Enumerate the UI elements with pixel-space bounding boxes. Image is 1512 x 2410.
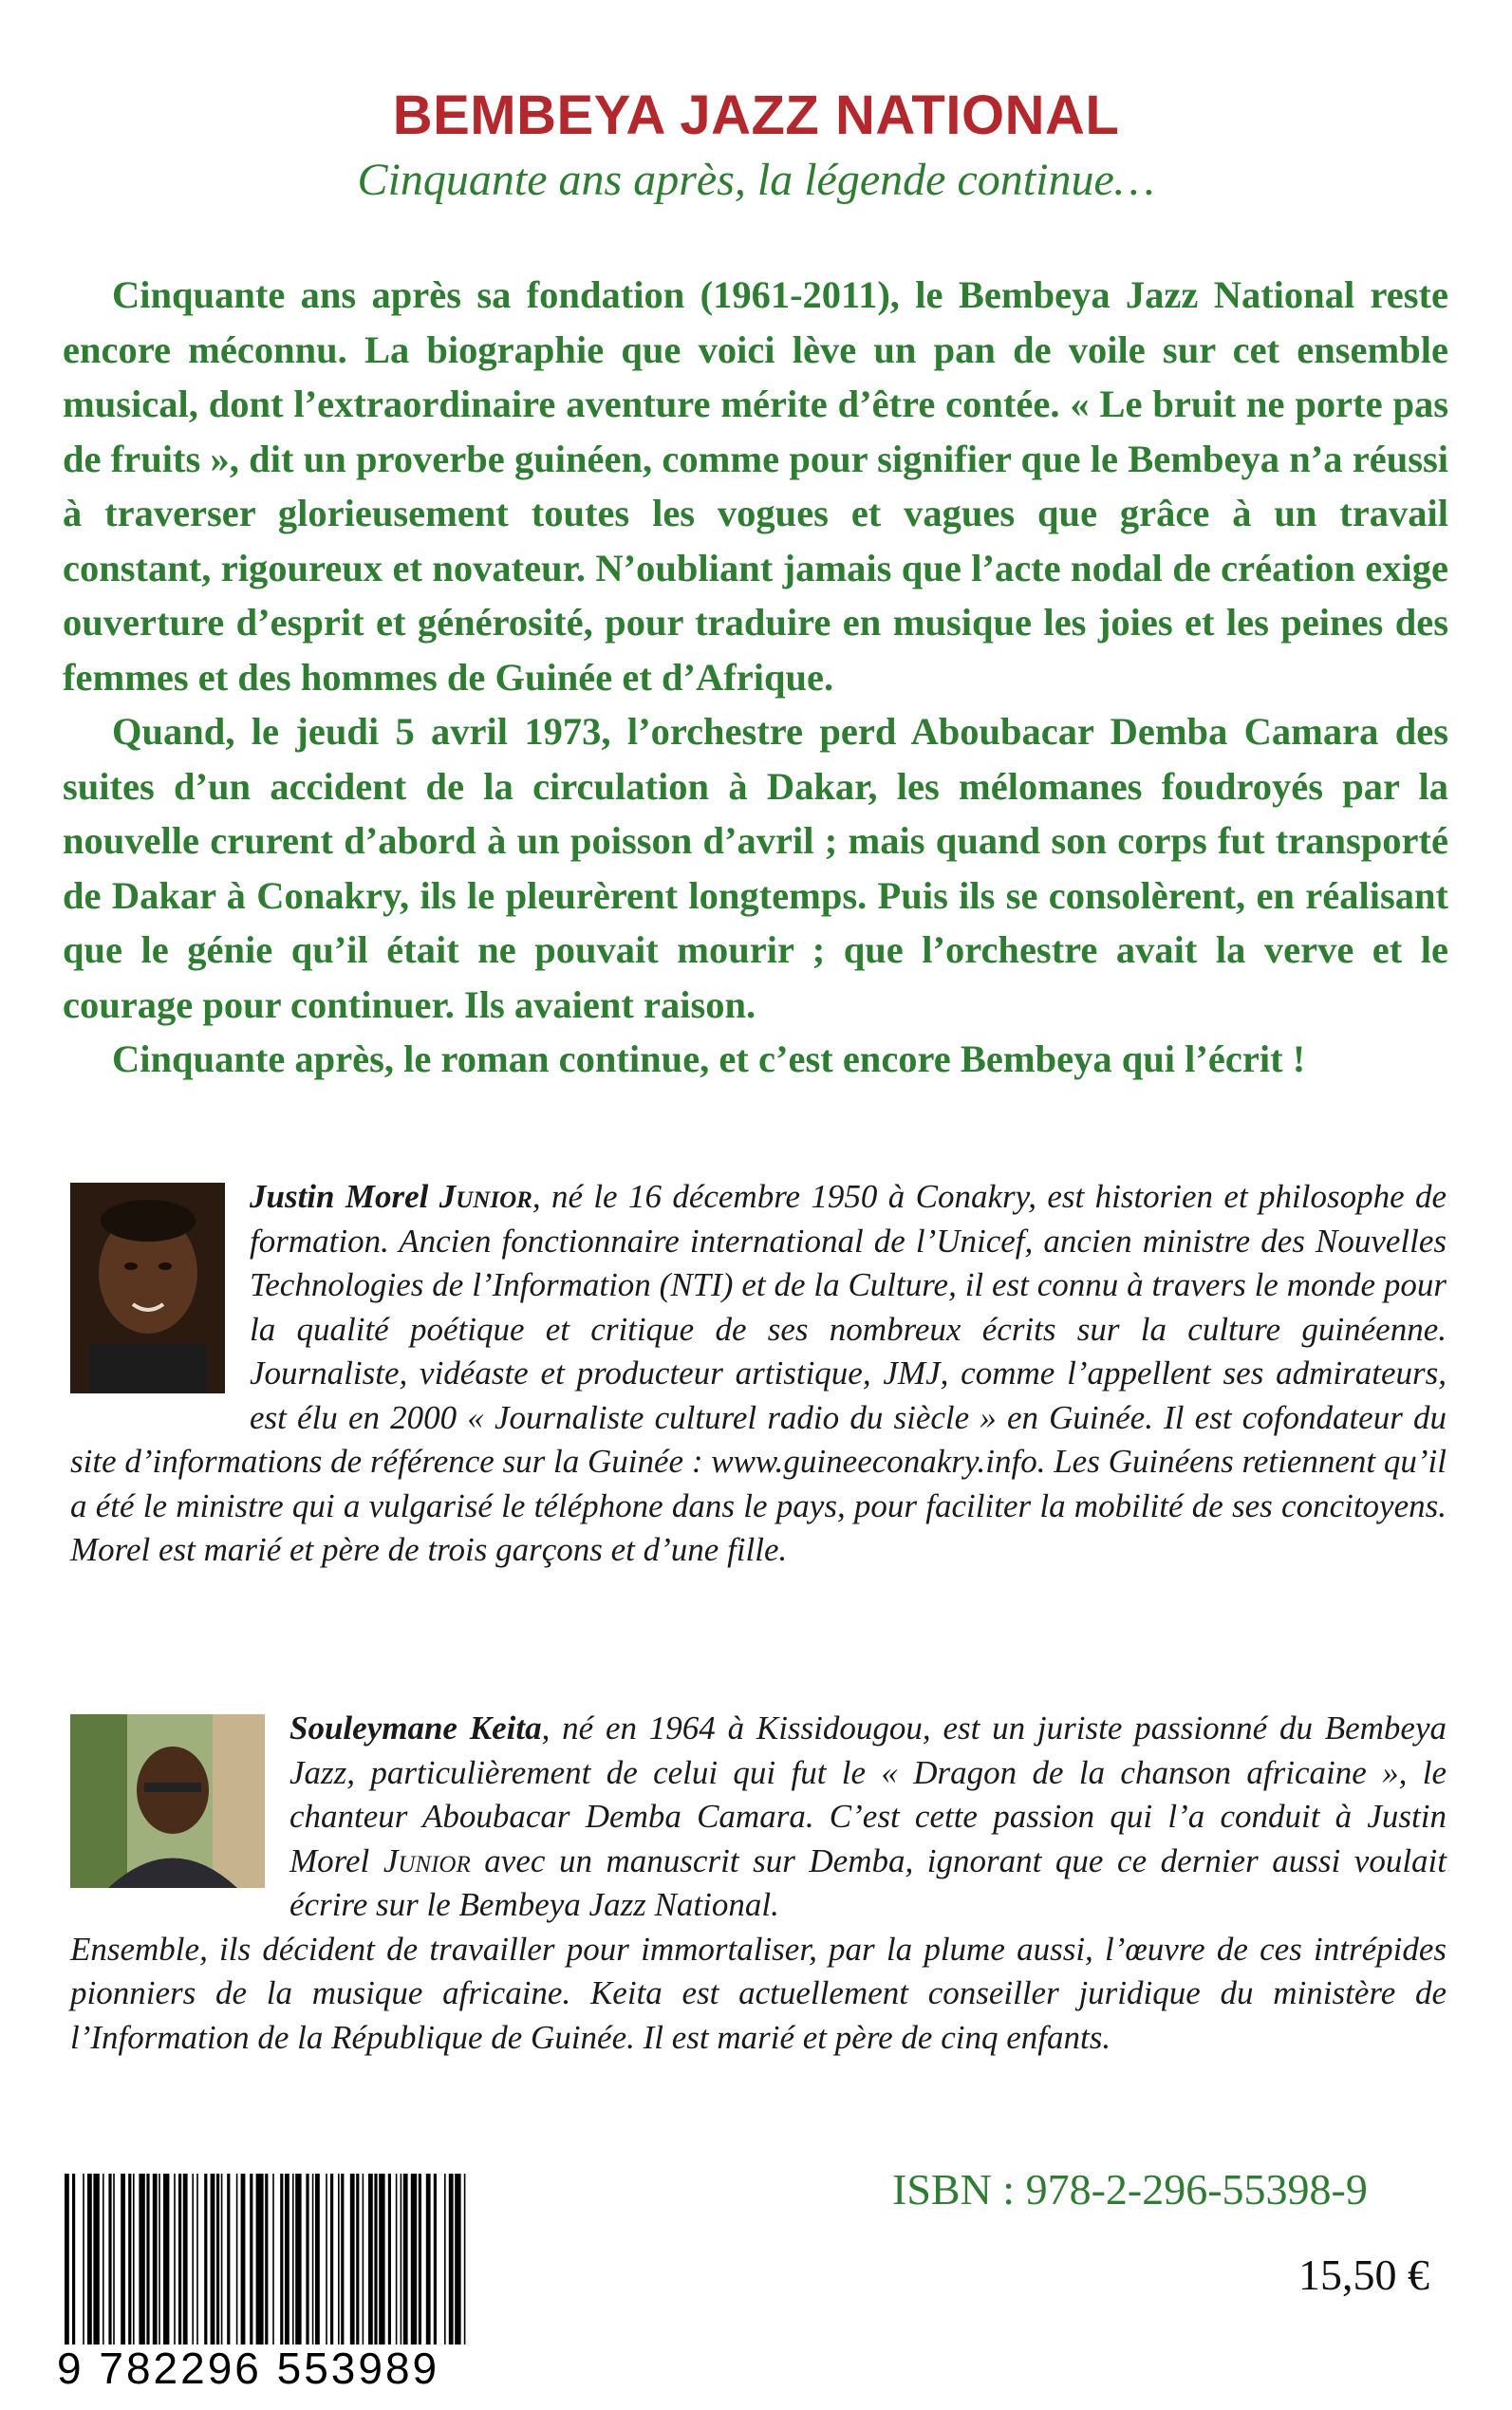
portrait-icon [70,1714,265,1888]
summary-paragraph: Quand, le jeudi 5 avril 1973, l’orchestre perd Aboubacar Demba Camara des suites d’un accident de la circulation à Dakar, les mélomanes foudroyés par la nouvelle crurent d’abord à un poisson d’avril ; mais quand son corps fut transporté de Dakar à Conakry, ils le pleurèrent longtemps. Puis ils se consolèrent, en réalisant que le génie qu’il était ne pouvait mourir ; que l’orchestre avait la verve et le courage pour continuer. Ils avaient raison. [63,710,1448,1026]
author-bio-body: , né le 16 décembre 1950 à Conakry, est historien et philosophe de formation. Ancien fonctionnaire international de l’Unicef, ancien ministre des Nouvelles Technologies de l’Information (NTI) et de la Culture, il est connu à travers le monde pour la qualité poétique et critique de ses nombreux écrits sur la culture guinéenne. Journaliste, vidéaste et producteur artistique, JMJ, comme l’appellent ses admirateurs, est élu en 2000 « Journaliste culturel radio du siècle » en Guinée. Il est cofondateur du site d’informations de référence sur la Guinée : www.guineeconakry.info. Les Guinéens retiennent qu’il a été le ministre qui a vulgarisé le téléphone dans le pays, pour faciliter la mobilité de ses concitoyens. Morel est marié et père de trois garçons et d’une fille. [70,1178,1447,1568]
barcode-bar [401,2174,402,2345]
book-subtitle: Cinquante ans après, la légende continue… [357,155,1155,205]
barcode-bar [128,2174,131,2345]
barcode-bar [103,2174,104,2345]
barcode-bar [285,2174,289,2345]
barcode-bar [388,2174,391,2345]
barcode-bar [419,2174,421,2345]
author-name-suffix: Junior [383,1841,471,1879]
barcode-bar [396,2174,398,2345]
barcode-bar [216,2174,219,2345]
barcode-bar [146,2174,149,2345]
barcode-bar [192,2174,194,2345]
author-name: Souleymane Keita [289,1709,542,1747]
author-bio-justin-morel [70,1175,1447,1573]
summary-paragraph: Cinquante après, le roman continue, et c’est encore Bembeya qui l’écrit ! [112,1037,1306,1080]
barcode-bars [57,2174,475,2345]
barcode-bar [256,2174,264,2345]
barcode-digits: 9 782296 553989 [57,2344,440,2393]
barcode-bar [455,2174,460,2345]
barcode-bar [236,2174,238,2345]
barcode-bar [83,2174,84,2345]
barcode-bar [312,2174,314,2345]
barcode-bar [368,2174,373,2345]
barcode-bar [204,2174,207,2345]
barcode-bar [326,2174,327,2345]
barcode-bar [108,2174,111,2345]
barcode-bar [374,2174,377,2345]
barcode-bar [153,2174,158,2345]
author-name-suffix: Junior [439,1178,532,1215]
summary-paragraph: Cinquante ans après sa fondation (1961-2011), le Bembeya Jazz National reste encore méconnu. La biographie que voici lève un pan de voile sur cet ensemble musical, dont l’extraordinaire aventure mérite d’être contée. « Le bruit ne porte pas de fruits », dit un proverbe guinéen, comme pour signifier que le Bembeya n’a réussi à traverser glorieusement toutes les vogues et vagues que grâce à un travail constant, rigoureux et novateur. N’oubliant jamais que l’acte nodal de création exige ouverture d’esprit et générosité, pour traduire en musique les joies et les peines des femmes et des hommes de Guinée et d’Afrique. [63,273,1448,699]
barcode-bar [241,2174,246,2345]
author-bio-text-2: Ensemble, ils décident de travailler pour immortaliser, par la plume aussi, l’œuvre de ces intrépides pionniers de la musique africaine. Keita est actuellement conseiller juridique du ministère de l’Information de la République de Guinée. Il est marié et père de cinq enfants. [70,1930,1447,2056]
barcode-bar [434,2174,437,2345]
barcode-bar [295,2174,301,2345]
barcode-bar [338,2174,340,2345]
barcode-bar [464,2174,466,2345]
barcode-bar [178,2174,181,2345]
barcode-bar [211,2174,215,2345]
barcode-bar [227,2174,230,2345]
barcode-bar [356,2174,359,2345]
barcode-bar [183,2174,188,2345]
barcode-bar [315,2174,320,2345]
author-bio-souleymane-keita [70,1707,1447,2060]
barcode-bar [444,2174,446,2345]
barcode-bar [221,2174,223,2345]
barcode-bar [65,2174,69,2345]
author-bio-body: , né en 1964 à Kissidougou, est un juriste passionné du Bembeya Jazz, particulièrement de celui qui fut le « Dragon de la chanson africaine », le chanteur Aboubacar Demba Camara. C’est cette passion qui l’a conduit à Justin Morel [289,1709,1447,1879]
author-bio-text [70,1175,1447,1573]
barcode-bar [292,2174,294,2345]
barcode-bar [196,2174,198,2345]
barcode-bar [272,2174,274,2345]
author-photo-justin-morel [70,1183,225,1393]
author-photo-souleymane-keita [70,1714,265,1888]
isbn-number: ISBN : 978-2-296-55398-9 [892,2165,1368,2214]
barcode-bar [250,2174,252,2345]
barcode-bar [280,2174,283,2345]
barcode-bar [72,2174,75,2345]
barcode-bar [133,2174,135,2345]
book-summary [63,268,1448,1087]
portrait-icon [70,1183,225,1393]
author-bio-text [70,1707,1447,1928]
barcode-bar [93,2174,99,2345]
barcode-bar [379,2174,384,2345]
barcode-bar [87,2174,92,2345]
barcode-bar [363,2174,364,2345]
barcode-bar [449,2174,454,2345]
book-title: BEMBEYA JAZZ NATIONAL [392,84,1120,146]
author-name: Justin Morel [250,1178,429,1215]
barcode-bar [163,2174,169,2345]
barcode-bar [306,2174,308,2345]
barcode-bar [139,2174,144,2345]
barcode-bar [265,2174,268,2345]
barcode-bar [403,2174,408,2345]
barcode-bar [174,2174,176,2345]
barcode-bar [341,2174,344,2345]
barcode-bar [411,2174,417,2345]
isbn-barcode [57,2174,475,2392]
price: 15,50 € [1298,2251,1429,2299]
barcode-bar [113,2174,115,2345]
barcode-bar [350,2174,355,2345]
barcode-bar [121,2174,125,2345]
barcode-bar [159,2174,160,2345]
barcode-bar [330,2174,333,2345]
author-bio-body: avec un manuscrit sur Demba, ignorant que ce dernier aussi voulait écrire sur le Bembeya Jazz National. [289,1841,1447,1923]
barcode-bar [426,2174,431,2345]
